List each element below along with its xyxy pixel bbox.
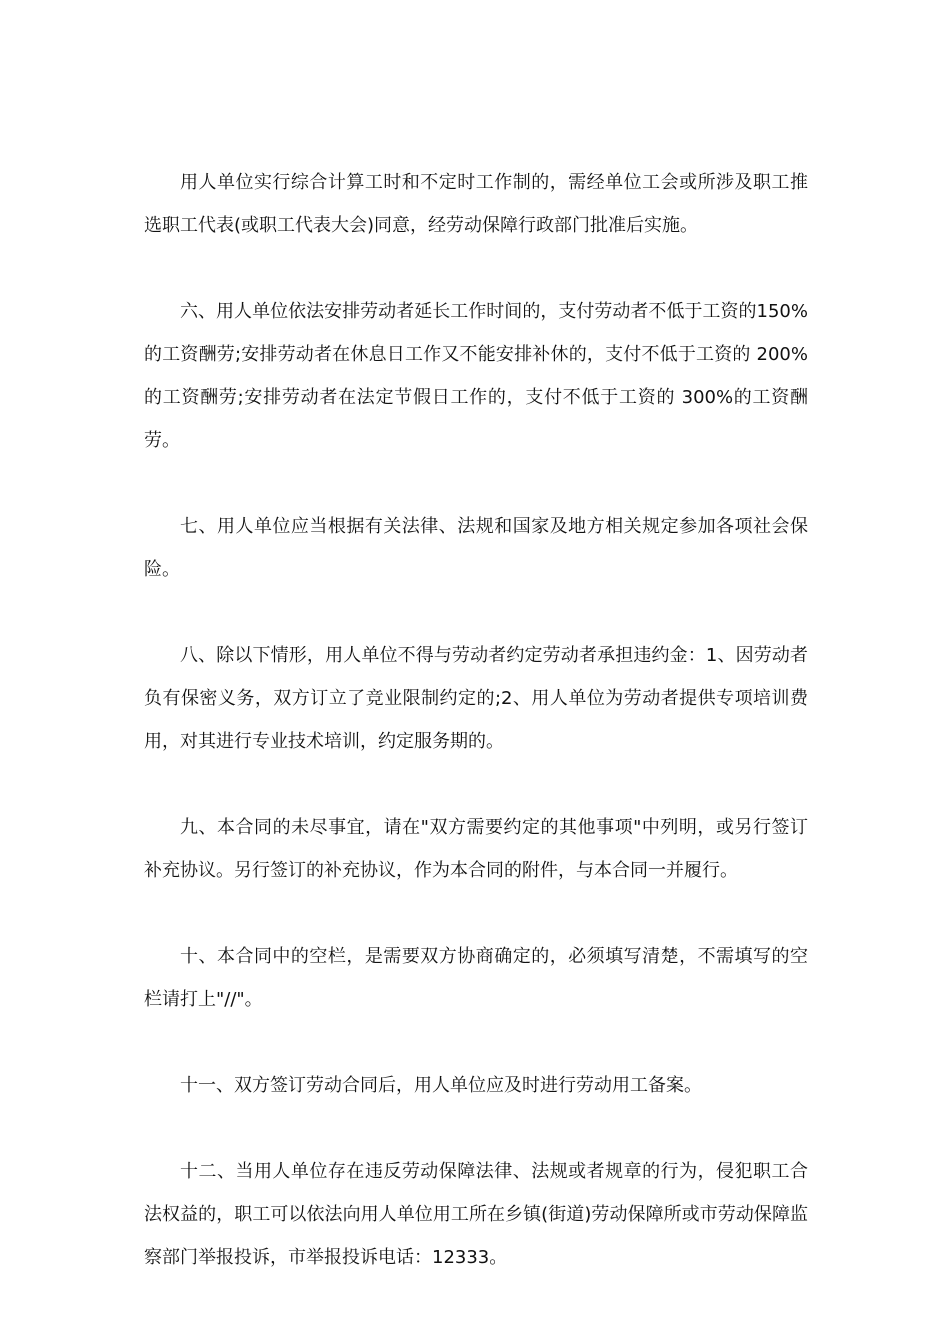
paragraph-work-hours: 用人单位实行综合计算工时和不定时工作制的，需经单位工会或所涉及职工推选职工代表(或职工代表大会)同意，经劳动保障行政部门批准后实施。 (144, 172, 808, 236)
paragraph-supplementary: 九、本合同的未尽事宜，请在"双方需要约定的其他事项"中列明，或另行签订补充协议。另行签订的补充协议，作为本合同的附件，与本合同一并履行。 (144, 817, 808, 881)
document-body (144, 161, 808, 1322)
paragraph-social-insurance: 七、用人单位应当根据有关法律、法规和国家及地方相关规定参加各项社会保险。 (144, 516, 808, 580)
paragraph-overtime-pay: 六、用人单位依法安排劳动者延长工作时间的，支付劳动者不低于工资的150%的工资酬劳;安排劳动者在休息日工作又不能安排补休的，支付不低于工资的 200%的工资酬劳;安排劳动者在法定节假日工作的，支付不低于工资的 300%的工资酬劳。 (144, 301, 808, 451)
paragraph-blank-fields: 十、本合同中的空栏，是需要双方协商确定的，必须填写清楚，不需填写的空栏请打上"//"。 (144, 946, 808, 1010)
paragraph-penalty: 八、除以下情形，用人单位不得与劳动者约定劳动者承担违约金：1、因劳动者负有保密义务，双方订立了竞业限制约定的;2、用人单位为劳动者提供专项培训费用，对其进行专业技术培训，约定服务期的。 (144, 645, 808, 752)
paragraph-complaint: 十二、当用人单位存在违反劳动保障法律、法规或者规章的行为，侵犯职工合法权益的，职工可以依法向用人单位用工所在乡镇(街道)劳动保障所或市劳动保障监察部门举报投诉，市举报投诉电话：12333。 (144, 1161, 808, 1268)
paragraph-filing: 十一、双方签订劳动合同后，用人单位应及时进行劳动用工备案。 (180, 1075, 702, 1096)
